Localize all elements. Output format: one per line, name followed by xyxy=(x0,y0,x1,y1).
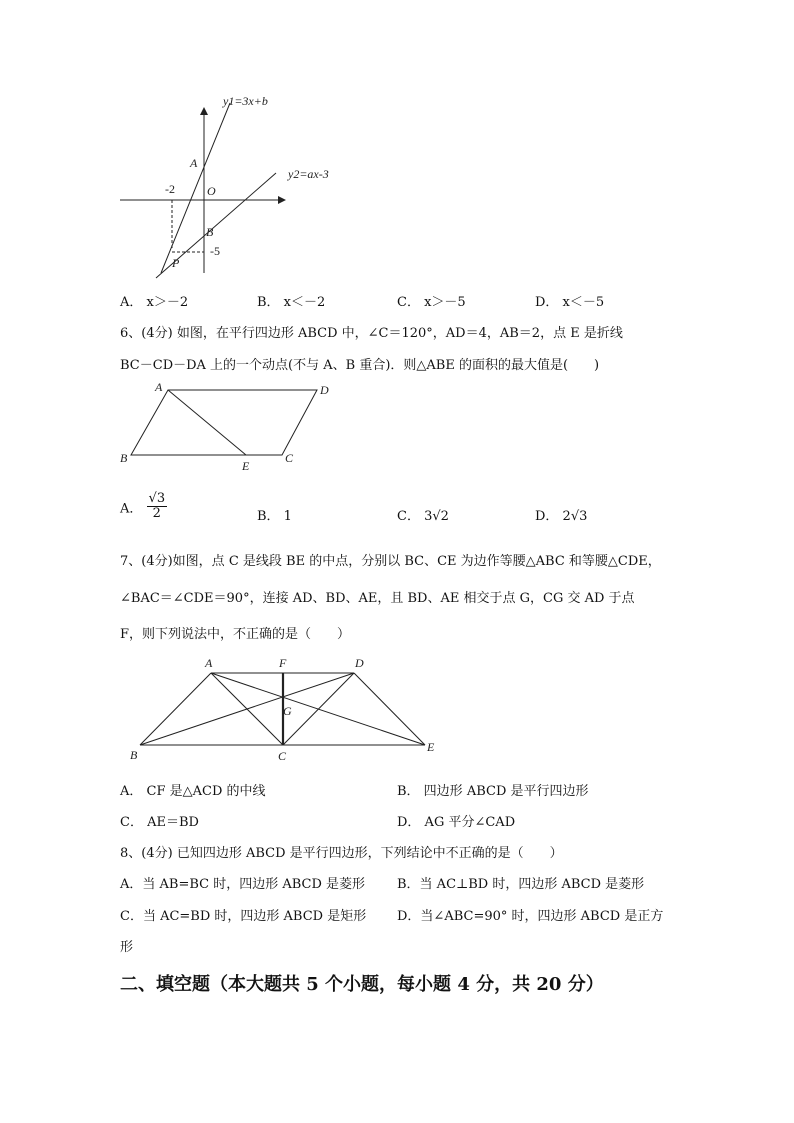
q8-option-d: D．当∠ABC=90° 时，四边形 ABCD 是正方 xyxy=(397,909,664,924)
q7-option-a: A． CF 是△ACD 的中线 xyxy=(120,784,266,799)
q7-label-B: B xyxy=(130,748,138,762)
q7-stem-line1: 7、(4分)如图，点 C 是线段 BE 的中点，分别以 BC、CE 为边作等腰△ABC 和等腰△CDE， xyxy=(120,554,661,569)
q7-label-F: F xyxy=(279,656,287,670)
q7-label-C: C xyxy=(278,749,287,763)
q8-option-b: B．当 AC⊥BD 时，四边形 ABCD 是菱形 xyxy=(397,877,645,892)
label-y2: y2=ax-3 xyxy=(288,167,329,181)
q6-option-d: D． 2√3 xyxy=(535,509,588,524)
q7-stem-line2: ∠BAC＝∠CDE＝90°，连接 AD、BD、AE，且 BD、AE 相交于点 G，CG 交 AD 于点 xyxy=(120,591,635,606)
q7-option-d: D． AG 平分∠CAD xyxy=(397,815,516,830)
q7-option-c: C． AE＝BD xyxy=(120,815,199,830)
section-2-heading: 二、填空题（本大题共 5 个小题，每小题 4 分，共 20 分） xyxy=(120,974,604,995)
q6-stem-line1: 6、(4分) 如图，在平行四边形 ABCD 中，∠C＝120°，AD＝4，AB＝2，点 E 是折线 xyxy=(120,326,623,341)
segment-bd xyxy=(140,673,354,745)
q7-label-D: D xyxy=(355,656,364,670)
q5-option-d: D． x＜－5 xyxy=(535,295,605,310)
q5-option-a: A． x＞－2 xyxy=(120,295,189,310)
parallelogram-abcd xyxy=(131,390,317,455)
label-y1: y1=3x+b xyxy=(223,94,268,108)
q6-option-a xyxy=(120,492,167,522)
q6-parallelogram-figure xyxy=(115,380,345,475)
q6-option-c: C． 3√2 xyxy=(397,509,449,524)
q5-option-c: C． x＞－5 xyxy=(397,295,466,310)
q6-option-a-prefix: A． xyxy=(120,501,143,517)
q7-label-A: A xyxy=(205,656,213,670)
q7-label-G: G xyxy=(283,704,292,718)
segment-ae xyxy=(211,673,425,745)
tick-neg2: -2 xyxy=(165,182,175,196)
segment-ab xyxy=(140,673,211,745)
q6-label-A: A xyxy=(155,380,163,394)
x-axis-arrow xyxy=(278,196,286,204)
q5-option-b: B． x＜－2 xyxy=(257,295,326,310)
segment-de xyxy=(354,673,425,745)
label-O: O xyxy=(207,184,216,198)
q6-label-B: B xyxy=(120,451,128,465)
q6-label-C: C xyxy=(285,451,294,465)
q7-triangle-figure xyxy=(125,655,445,765)
q8-stem: 8、(4分) 已知四边形 ABCD 是平行四边形，下列结论中不正确的是（ ） xyxy=(120,846,563,861)
q7-option-b: B． 四边形 ABCD 是平行四边形 xyxy=(397,784,589,799)
q6-option-a-numerator: √3 xyxy=(148,491,166,506)
q6-option-a-denominator: 2 xyxy=(152,506,161,522)
q6-option-b: B． 1 xyxy=(257,509,292,524)
label-A: A xyxy=(190,156,198,170)
label-P: P xyxy=(172,256,180,270)
tick-neg5: -5 xyxy=(210,244,220,258)
segment-ae xyxy=(168,390,246,455)
y-axis-arrow xyxy=(200,107,208,115)
q8-option-d-continued: 形 xyxy=(120,940,134,955)
q8-option-c: C．当 AC=BD 时，四边形 ABCD 是矩形 xyxy=(120,909,367,924)
q5-graph-figure xyxy=(110,95,350,280)
label-B: B xyxy=(206,225,214,239)
q6-option-a-fraction xyxy=(147,492,168,522)
q8-option-a: A．当 AB=BC 时，四边形 ABCD 是菱形 xyxy=(120,877,366,892)
q6-label-D: D xyxy=(320,383,329,397)
q6-stem-line2: BC－CD－DA 上的一个动点(不与 A、B 重合)．则△ABE 的面积的最大值是( ) xyxy=(120,358,600,373)
q7-label-E: E xyxy=(427,740,435,754)
q6-label-E: E xyxy=(242,459,250,473)
q7-stem-line3: F，则下列说法中，不正确的是（ ） xyxy=(120,627,351,642)
